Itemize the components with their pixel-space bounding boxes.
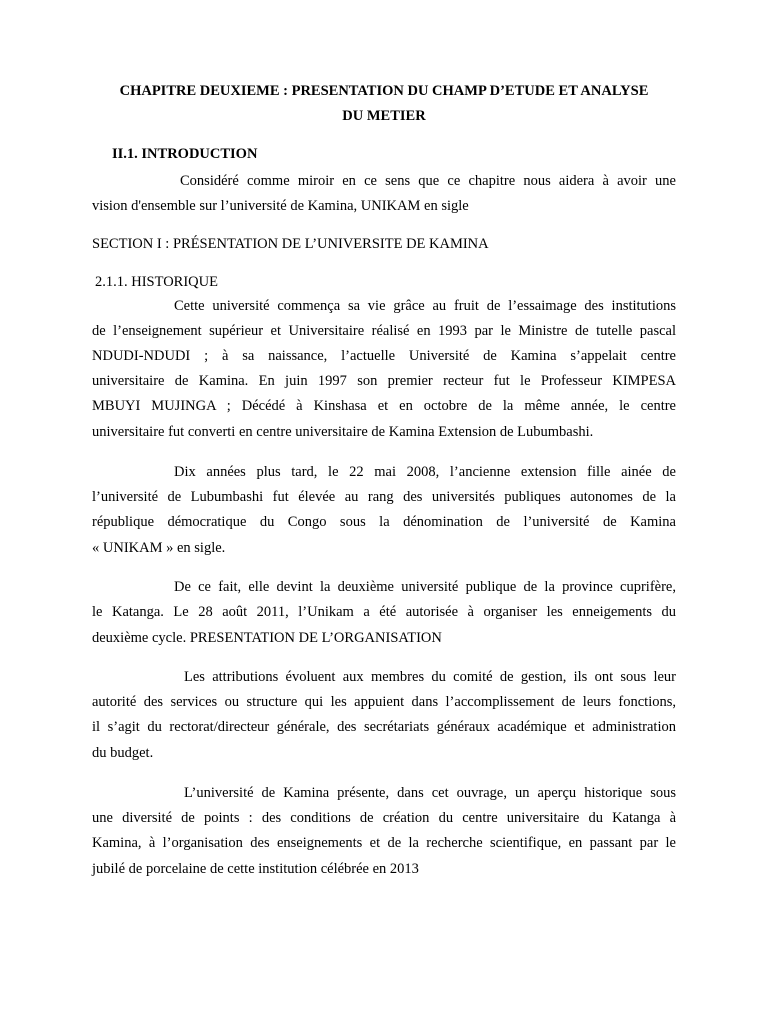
paragraph-1-line-6: universitaire fut converti en centre universitaire de Kamina Extension de Lubumbashi. [92, 424, 594, 440]
intro-heading: II.1. INTRODUCTION [112, 146, 258, 162]
paragraph-3-line-3: deuxième cycle. PRESENTATION DE L’ORGANISATION [92, 630, 442, 646]
paragraph-1-line-5: MBUYI MUJINGA ; Décédé à Kinshasa et en octobre de la même année, le centre [92, 398, 676, 414]
paragraph-2-line-4: « UNIKAM » en sigle. [92, 540, 226, 556]
paragraph-2-line-1: Dix années plus tard, le 22 mai 2008, l’ancienne extension fille ainée de [174, 464, 676, 480]
paragraph-1-line-2: de l’enseignement supérieur et Universitaire réalisé en 1993 par le Ministre de tutelle pascal [92, 323, 676, 339]
paragraph-4-line-1: Les attributions évoluent aux membres du comité de gestion, ils ont sous leur [184, 669, 676, 685]
intro-line-1: Considéré comme miroir en ce sens que ce chapitre nous aidera à avoir une [180, 173, 676, 189]
paragraph-4-line-2: autorité des services ou structure qui les appuient dans l’accomplissement de leurs fonctions, [92, 694, 676, 710]
paragraph-1-line-3: NDUDI-NDUDI ; à sa naissance, l’actuelle Université de Kamina s’appelait centre [92, 348, 676, 364]
paragraph-5-line-2: une diversité de points : des conditions de création du centre universitaire du Katanga à [92, 810, 676, 826]
paragraph-2-line-3: république démocratique du Congo sous la dénomination de l’université de Kamina [92, 514, 676, 530]
historique-heading: 2.1.1. HISTORIQUE [95, 274, 218, 290]
paragraph-5-line-4: jubilé de porcelaine de cette institution célébrée en 2013 [92, 861, 419, 877]
section-heading: SECTION I : PRÉSENTATION DE L’UNIVERSITE DE KAMINA [92, 236, 489, 252]
paragraph-1-line-1: Cette université commença sa vie grâce au fruit de l’essaimage des institutions [174, 298, 676, 314]
chapter-title-line-1: CHAPITRE DEUXIEME : PRESENTATION DU CHAMP D’ETUDE ET ANALYSE [119, 83, 649, 99]
paragraph-4-line-3: il s’agit du rectorat/directeur générale, des secrétariats généraux académique et administration [92, 719, 676, 735]
paragraph-5-line-3: Kamina, à l’organisation des enseignements et de la recherche scientifique, en passant par le [92, 835, 676, 851]
paragraph-4-line-4: du budget. [92, 745, 154, 761]
chapter-title-line-2: DU METIER [342, 108, 426, 124]
intro-line-2: vision d'ensemble sur l’université de Kamina, UNIKAM en sigle [92, 198, 469, 214]
paragraph-5-line-1: L’université de Kamina présente, dans cet ouvrage, un aperçu historique sous [184, 785, 676, 801]
paragraph-2-line-2: l’université de Lubumbashi fut élevée au rang des universités publiques autonomes de la [92, 489, 676, 505]
chapter-title [92, 79, 676, 129]
paragraph-1-line-4: universitaire de Kamina. En juin 1997 son premier recteur fut le Professeur KIMPESA [92, 373, 676, 389]
paragraph-3-line-1: De ce fait, elle devint la deuxième université publique de la province cuprifère, [174, 579, 676, 595]
paragraph-3-line-2: le Katanga. Le 28 août 2011, l’Unikam a été autorisée à organiser les enneigements du [92, 604, 676, 620]
